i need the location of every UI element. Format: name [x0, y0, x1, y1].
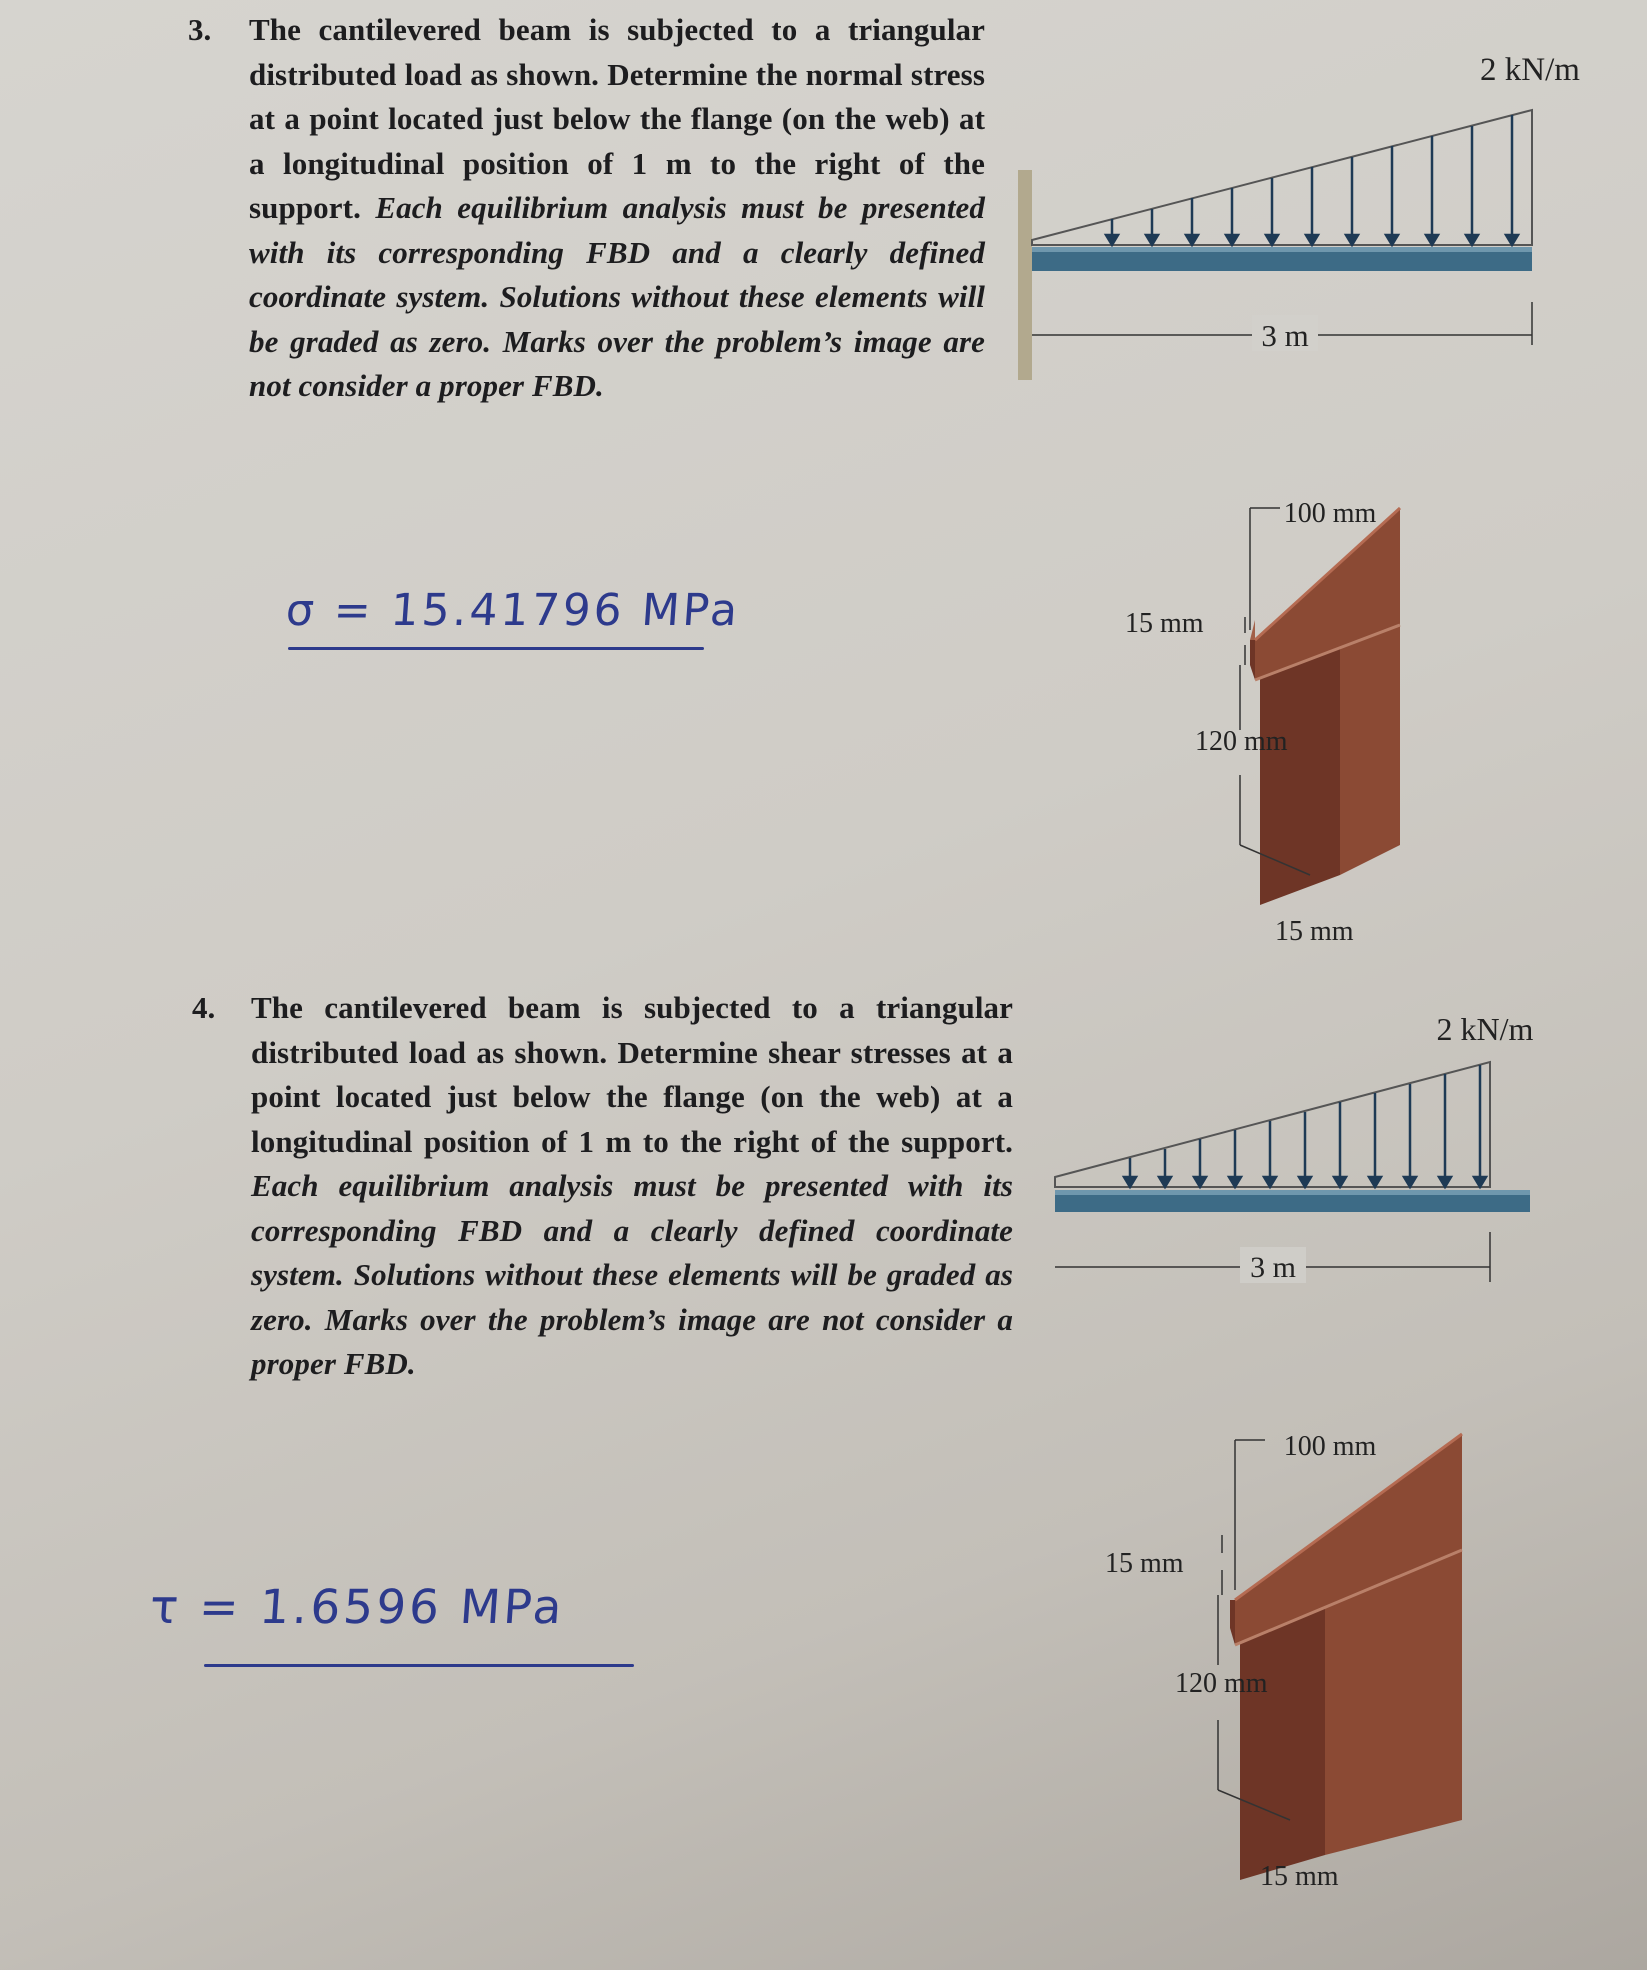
beam-diagram — [1040, 1012, 1600, 1312]
load-envelope — [1032, 110, 1532, 245]
problem-statement — [249, 8, 985, 409]
answer-underline — [204, 1664, 634, 1667]
web-height-label: 120 mm — [1175, 1668, 1268, 1699]
fixed-support-wall — [1018, 170, 1032, 380]
load-intensity-label: 2 kN/m — [1480, 52, 1580, 88]
span-label: 3 m — [1261, 318, 1309, 353]
load-intensity-label: 2 kN/m — [1436, 1011, 1534, 1047]
web-thickness-label: 15 mm — [1260, 1861, 1339, 1892]
answer-shear-stress: τ = 1.6596 MPa — [148, 1580, 567, 1635]
answer-underline — [288, 647, 704, 650]
load-envelope — [1055, 1062, 1490, 1187]
load-arrows — [1106, 115, 1518, 245]
flange-width-label: 100 mm — [1283, 1431, 1377, 1462]
t-section-diagram — [1120, 480, 1520, 960]
t-section-diagram — [1100, 1420, 1500, 1900]
flange-thickness-label: 15 mm — [1125, 608, 1204, 639]
flange-width-label: 100 mm — [1283, 498, 1377, 529]
web-height-label: 120 mm — [1195, 726, 1288, 757]
grading-instructions: Each equilibrium analysis must be presented with its corresponding FBD and a clearly defined coordinate system. Solutions without these elements will be graded as zero. Marks over the problem’s image are not consider a proper FBD. — [251, 1168, 1013, 1381]
answer-normal-stress: σ = 15.41796 MPa — [284, 585, 742, 636]
problem-text: The cantilevered beam is subjected to a triangular distributed load as shown. Determine the normal stress at a point located just below the flange (on the web) at a longitudinal position of 1 m to the right of the support. — [249, 12, 985, 225]
problem-statement — [251, 986, 1013, 1387]
problem-number: 4. — [192, 990, 216, 1025]
problem-text: The cantilevered beam is subjected to a triangular distributed load as shown. Determine shear stresses at a point located just below the flange (on the web) at a longitudinal position of 1 m to the right of the support. — [251, 990, 1013, 1159]
span-label: 3 m — [1250, 1251, 1296, 1284]
load-arrows — [1124, 1065, 1486, 1187]
problem-number: 3. — [188, 12, 212, 47]
web-thickness-label: 15 mm — [1275, 916, 1354, 947]
beam-diagram — [1000, 40, 1640, 380]
grading-instructions: Each equilibrium analysis must be presented with its corresponding FBD and a clearly defined coordinate system. Solutions without these elements will be graded as zero. Marks over the problem’s image are not consider a proper FBD. — [249, 190, 985, 403]
flange-thickness-label: 15 mm — [1105, 1548, 1184, 1579]
